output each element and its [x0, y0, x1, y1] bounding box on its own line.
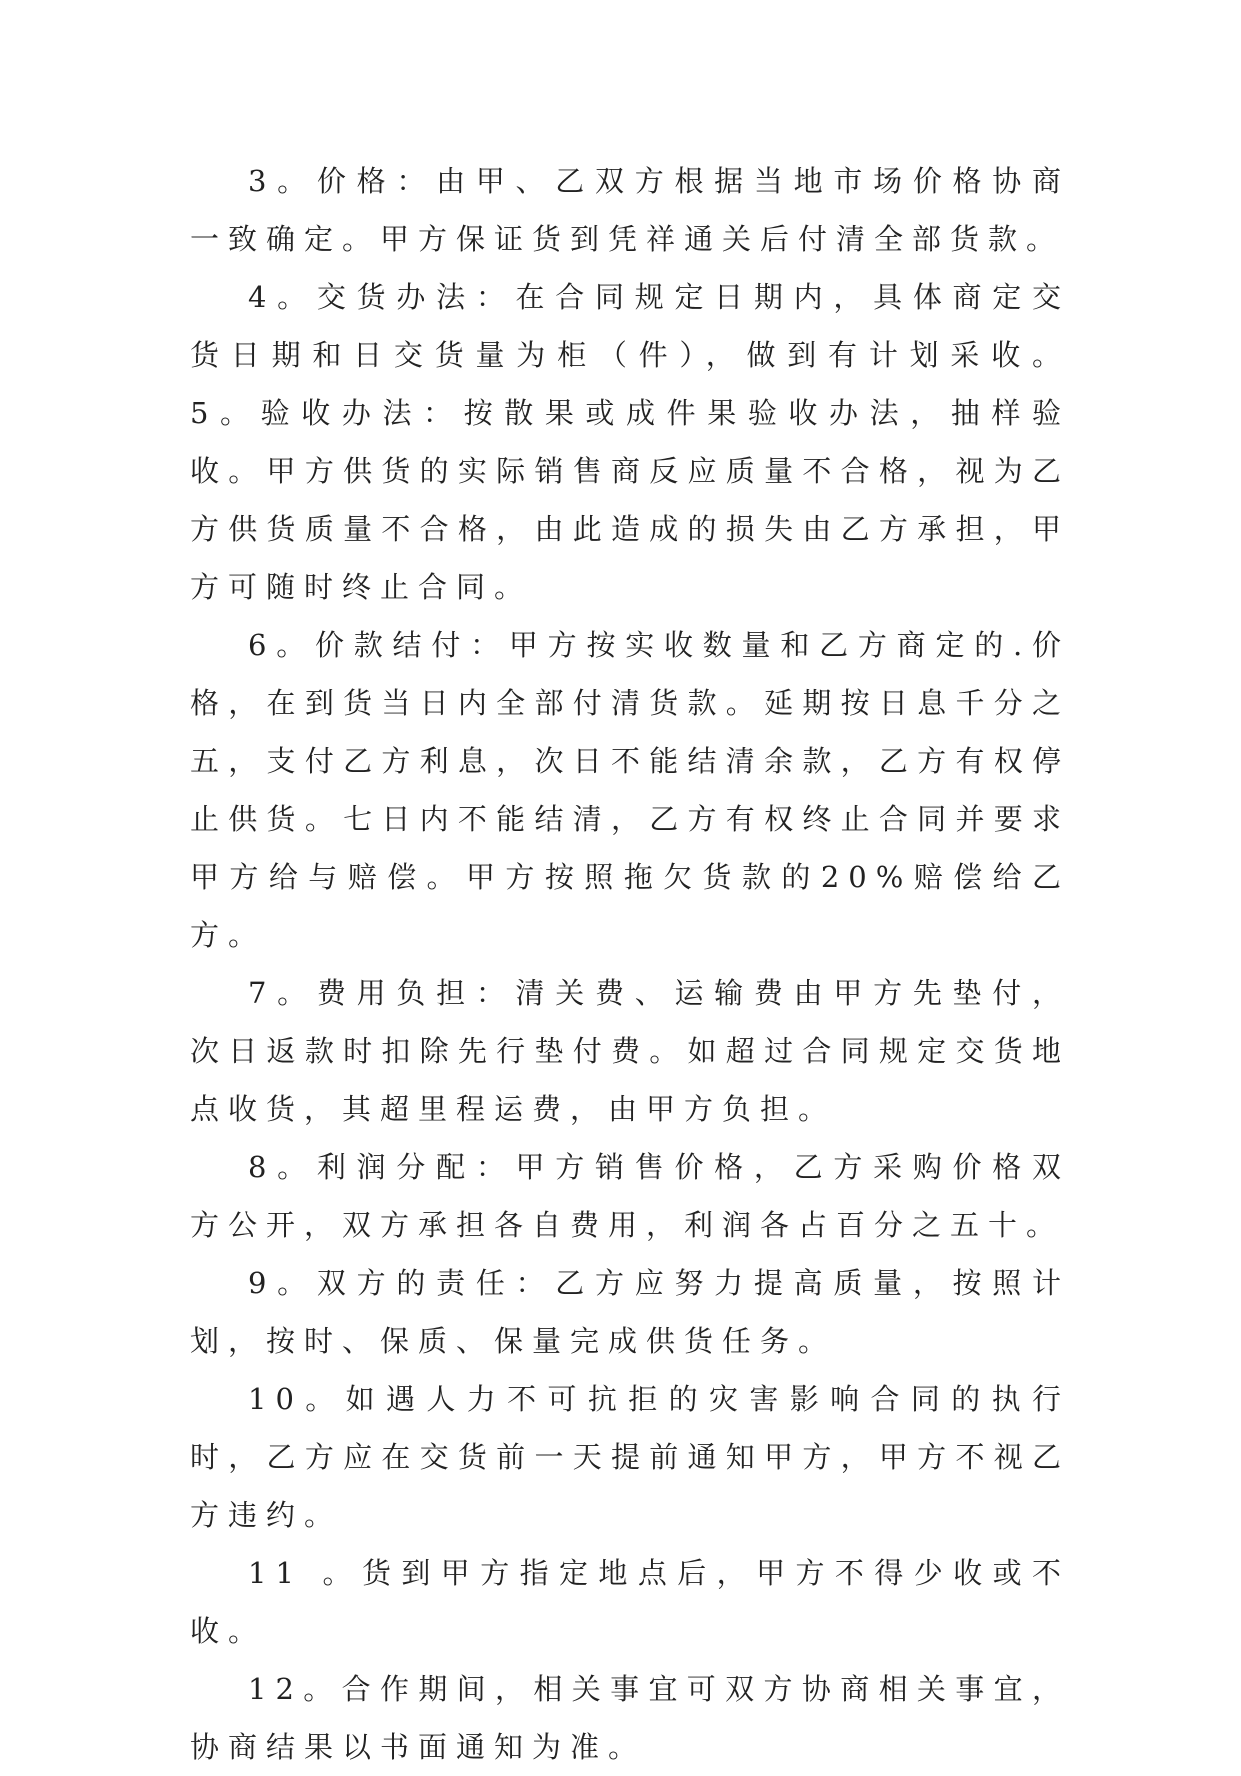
clause-8-profit: 8。利润分配：甲方销售价格，乙方采购价格双方公开，双方承担各自费用，利润各占百分之五十。: [190, 1150, 1070, 1242]
clause-3-price: 3。价格：由甲、乙双方根据当地市场价格协商一致确定。甲方保证货到凭祥通关后付清全部货款。: [190, 164, 1070, 256]
clause-11-receipt: 11 。货到甲方指定地点后，甲方不得少收或不收。: [190, 1556, 1070, 1648]
clause-9-responsibility: 9。双方的责任：乙方应努力提高质量，按照计划，按时、保质、保量完成供货任务。: [190, 1266, 1070, 1358]
clause-4-5-delivery-inspection: 4。交货办法：在合同规定日期内，具体商定交货日期和日交货量为柜（件），做到有计划采收。 5。验收办法：按散果或成件果验收办法，抽样验收。甲方供货的实际销售商反应质量不合格，视为乙方供货质量不合格，由此造成的损失由乙方承担，甲方可随时终止合同。: [190, 280, 1089, 604]
clause-6-payment: 6。价款结付：甲方按实收数量和乙方商定的.价格，在到货当日内全部付清货款。延期按日息千分之五，支付乙方利息，次日不能结清余款，乙方有权停止供货。七日内不能结清，乙方有权终止合同并要求甲方给与赔偿。甲方按照拖欠货款的20%赔偿给乙方。: [190, 628, 1070, 952]
clause-10-force-majeure: 10。如遇人力不可抗拒的灾害影响合同的执行时，乙方应在交货前一天提前通知甲方，甲方不视乙方违约。: [190, 1382, 1070, 1532]
clause-12-cooperation: 12。合作期间，相关事宜可双方协商相关事宜，协商结果以书面通知为准。: [190, 1672, 1070, 1764]
contract-body: [190, 152, 1089, 1776]
clause-7-expenses: 7。费用负担：清关费、运输费由甲方先垫付，次日返款时扣除先行垫付费。如超过合同规定交货地点收货，其超里程运费，由甲方负担。: [190, 976, 1070, 1126]
